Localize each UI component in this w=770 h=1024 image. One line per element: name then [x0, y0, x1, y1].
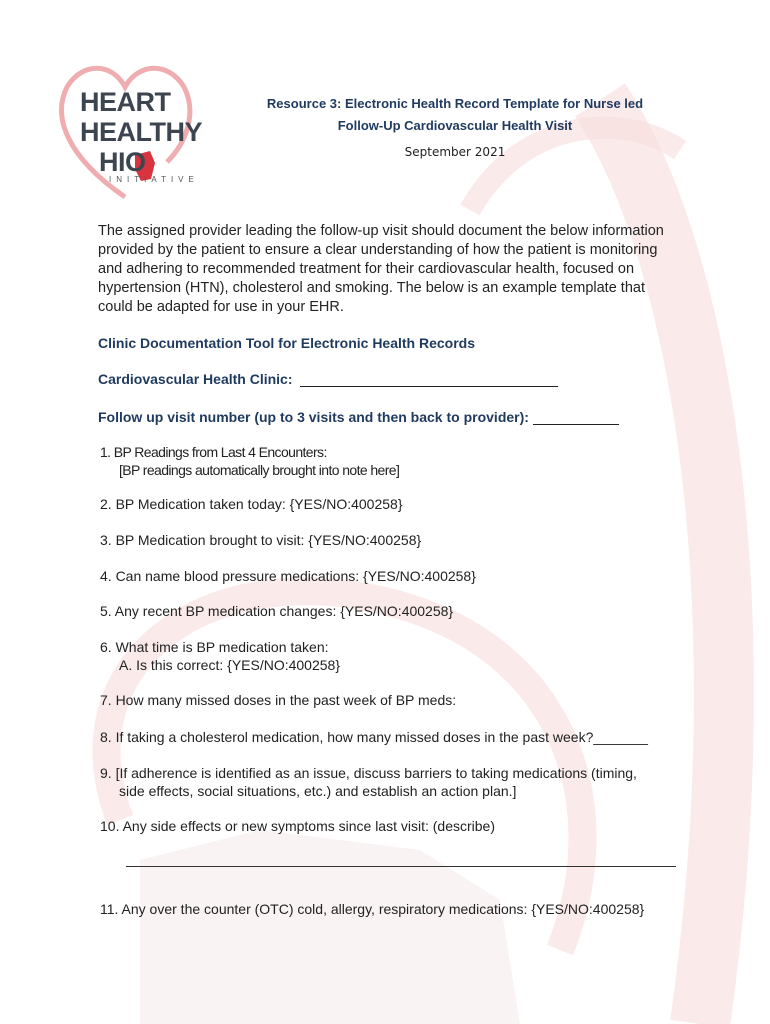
list-item-7: 7. How many missed doses in the past week of BP meds:	[100, 692, 457, 708]
list-item-3: 3. BP Medication brought to visit: {YES/NO:400258}	[100, 532, 422, 548]
intro-paragraph: The assigned provider leading the follow-up visit should document the below information provided by the patient to ensure a clear understanding of how the patient is monitoring and adhering to recommended treatment for their cardiovascular health, focused on hypertension (HTN), cholesterol and smoking. The below is an example template that could be adapted for use in your EHR.	[98, 223, 664, 315]
followup-blank	[533, 410, 619, 425]
title-line-2: Follow-Up Cardiovascular Health Visit	[337, 118, 573, 133]
item-6-text: 6. What time is BP medication taken:	[100, 639, 329, 655]
list-item-6	[100, 638, 340, 674]
describe-blank-line	[126, 866, 676, 867]
document-date: September 2021	[404, 145, 506, 159]
logo-line-3: HIO	[99, 147, 146, 177]
item-6-sub: A. Is this correct: {YES/NO:400258}	[119, 657, 340, 673]
followup-label: Follow up visit number (up to 3 visits and then back to provider):	[98, 409, 529, 425]
item-9-sub: side effects, social situations, etc.) and establish an action plan.]	[119, 783, 517, 799]
followup-field	[98, 409, 619, 425]
list-item-5: 5. Any recent BP medication changes: {YES/NO:400258}	[100, 603, 454, 619]
logo-line-2: HEALTHY	[80, 117, 202, 147]
heart-healthy-ohio-logo	[47, 47, 204, 205]
list-item-4: 4. Can name blood pressure medications: {YES/NO:400258}	[100, 568, 476, 584]
clinic-blank	[300, 372, 558, 387]
clinic-label: Cardiovascular Health Clinic:	[98, 371, 293, 387]
logo-line-1: HEART	[80, 87, 171, 117]
item-1-text: 1. BP Readings from Last 4 Encounters:	[100, 444, 327, 460]
item-1-sub: [BP readings automatically brought into note here]	[119, 462, 400, 478]
item-9-text: 9. [If adherence is identified as an issue, discuss barriers to taking medications (timing,	[100, 765, 637, 781]
list-item-8: 8. If taking a cholesterol medication, how many missed doses in the past week?_______	[100, 729, 648, 745]
list-item-9	[100, 764, 637, 800]
list-item-1	[100, 443, 399, 479]
logo-initiative: INITIATIVE	[109, 175, 199, 184]
list-item-2: 2. BP Medication taken today: {YES/NO:400258}	[100, 496, 403, 512]
title-line-1: Resource 3: Electronic Health Record Template for Nurse led	[266, 96, 644, 111]
list-item-11: 11. Any over the counter (OTC) cold, allergy, respiratory medications: {YES/NO:400258}	[100, 901, 645, 917]
clinic-field	[98, 371, 558, 387]
list-item-10: 10. Any side effects or new symptoms since last visit: (describe)	[100, 818, 496, 834]
tool-title: Clinic Documentation Tool for Electronic Health Records	[98, 335, 476, 351]
